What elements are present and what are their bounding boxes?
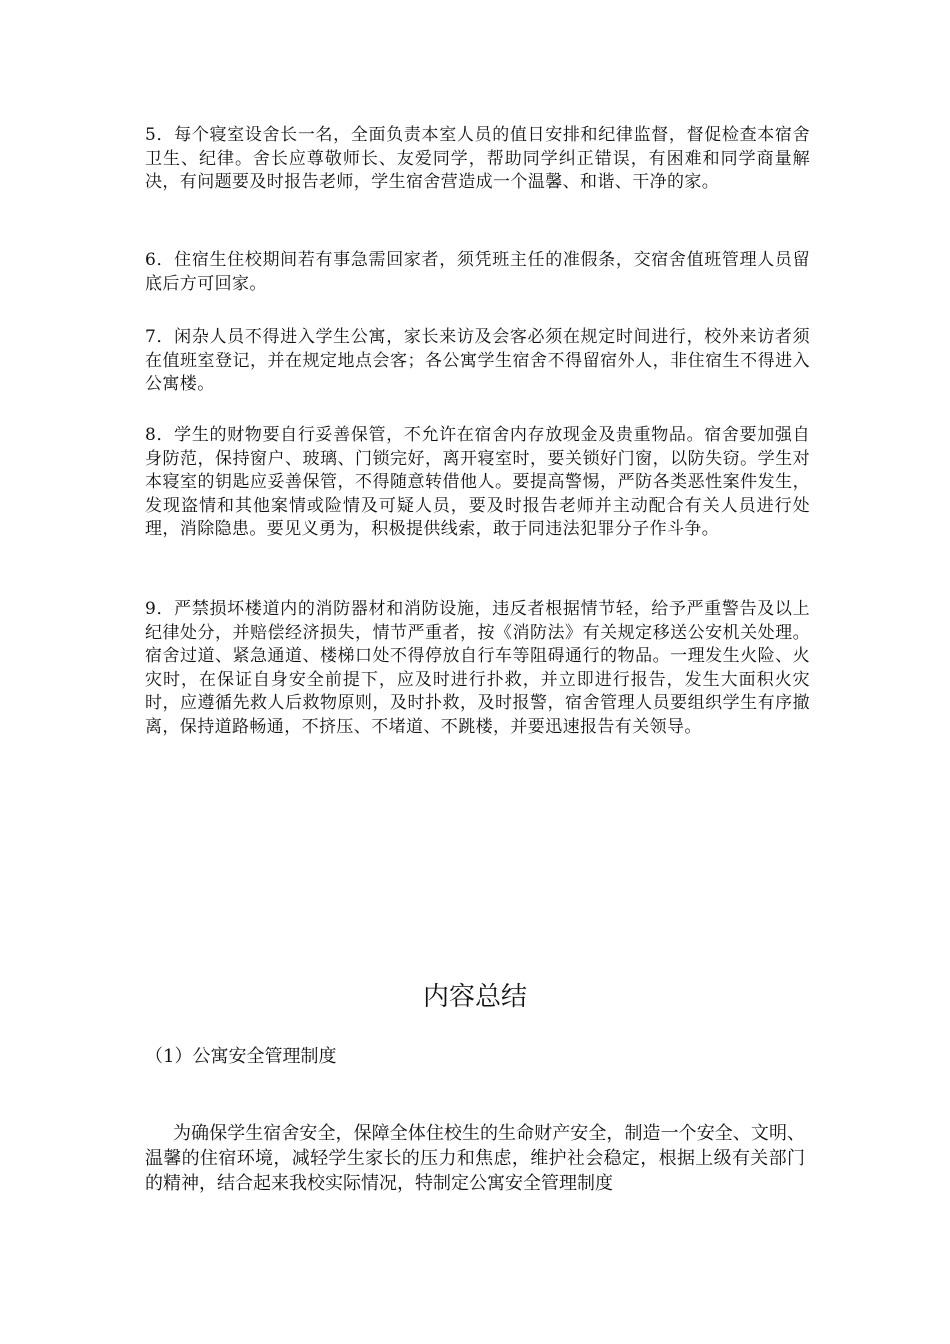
summary-title: 内容总结	[422, 982, 527, 1012]
rule-paragraph-7: 7．闲杂人员不得进入学生公寓，家长来访及会客必须在规定时间进行，校外来访者须在值班室登记，并在规定地点会客；各公寓学生宿舍不得留宿外人，非住宿生不得进入公寓楼。	[145, 327, 810, 394]
rule-paragraph-8: 8．学生的财物要自行妥善保管，不允许在宿舍内存放现金及贵重物品。宿舍要加强自身防范，保持窗户、玻璃、门锁完好，离开寝室时，要关锁好门窗，以防失窃。学生对本寝室的钥匙应妥善保管，不得随意转借他人。要提高警惕，严防各类恶性案件发生，发现盗情和其他案情或险情及可疑人员，要及时报告老师并主动配合有关人员进行处理，消除隐患。要见义勇为，积极提供线索，敢于同违法犯罪分子作斗争。	[145, 425, 810, 539]
summary-body: 为确保学生宿舍安全，保障全体住校生的生命财产安全，制造一个安全、文明、温馨的住宿环境，减轻学生家长的压力和焦虑，维护社会稳定，根据上级有关部门的精神，结合起来我校实际情况，特制定公寓安全管理制度	[145, 1123, 805, 1194]
rule-paragraph-9: 9．严禁损坏楼道内的消防器材和消防设施，违反者根据情节轻，给予严重警告及以上纪律处分，并赔偿经济损失，情节严重者，按《消防法》有关规定移送公安机关处理。宿舍过道、紧急通道、楼梯口处不得停放自行车等阻碍通行的物品。一理发生火险、火灾时，在保证自身安全前提下，应及时进行扑救，并立即进行报告，发生大面积火灾时，应遵循先救人后救物原则，及时扑救，及时报警，宿舍管理人员要组织学生有序撤离，保持道路畅通，不挤压、不堵道、不跳楼，并要迅速报告有关领导。	[145, 599, 810, 737]
summary-subheading: （1）公寓安全管理制度	[145, 1046, 337, 1067]
rule-paragraph-6: 6．住宿生住校期间若有事急需回家者，须凭班主任的准假条，交宿舍值班管理人员留底后方可回家。	[145, 250, 810, 294]
rule-paragraph-5: 5．每个寝室设舍长一名，全面负责本室人员的值日安排和纪律监督，督促检查本宿舍卫生、纪律。舍长应尊敬师长、友爱同学，帮助同学纠正错误，有困难和同学商量解决，有问题要及时报告老师，学生宿舍营造成一个温馨、和谐、干净的家。	[145, 125, 810, 192]
